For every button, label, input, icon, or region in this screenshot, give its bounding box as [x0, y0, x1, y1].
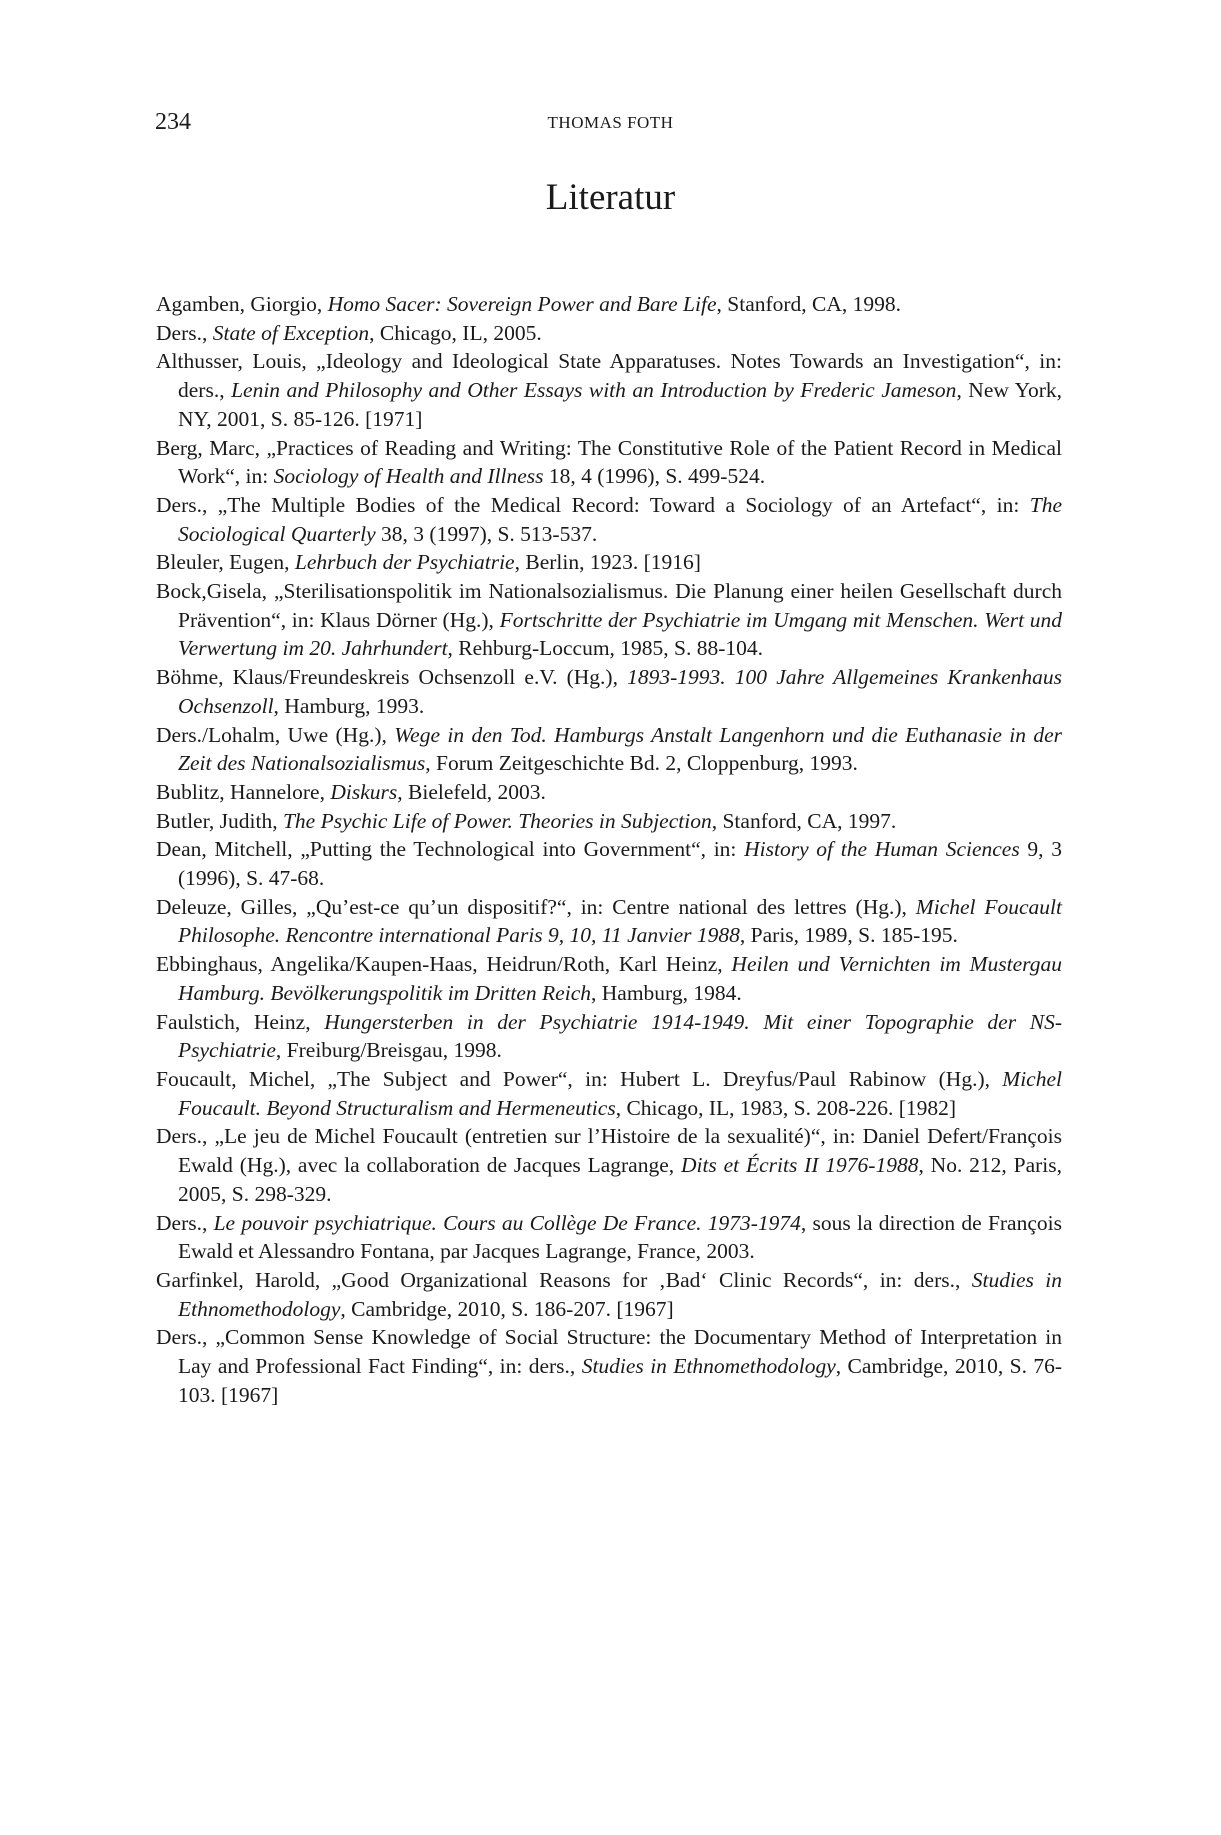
- reference-details: 18, 4 (1996), S. 499-524.: [543, 464, 766, 489]
- reference-text: Foucault, Michel, „The Subject and Power“, in: Hubert L. Dreyfus/Paul Rabinow (Hg.),: [156, 1066, 1003, 1091]
- reference-details: , Stanford, CA, 1998.: [716, 292, 902, 316]
- reference-text: Berg, Marc, „Practices of Reading and Writing: The Constitutive Role of the Patient Record in Medical Work“, in:: [156, 435, 1062, 489]
- reference-list: [156, 290, 1062, 1409]
- reference-details: , Hamburg, 1993.: [273, 693, 425, 718]
- reference-entry: [156, 1065, 1062, 1122]
- reference-details: , Cambridge, 2010, S. 76-103. [1967]: [178, 1354, 1063, 1407]
- reference-text: Ders., „Le jeu de Michel Foucault (entretien sur l’Histoire de la sexualité)“, in: Daniel Defert/François Ewald (Hg.), avec la collaboration de Jacques Lagrange,: [156, 1124, 1062, 1178]
- reference-details: , Hamburg, 1984.: [591, 980, 742, 1005]
- reference-details: , Bielefeld, 2003.: [397, 779, 546, 804]
- section-title: Literatur: [545, 177, 676, 218]
- reference-details: , Paris, 1989, S. 185-195.: [739, 923, 958, 948]
- reference-entry: [156, 893, 1062, 950]
- reference-text: Ebbinghaus, Angelika/Kaupen-Haas, Heidrun/Roth, Karl Heinz,: [156, 952, 732, 977]
- reference-text: Ders./Lohalm, Uwe (Hg.),: [156, 722, 395, 747]
- reference-details: , Berlin, 1923. [1916]: [514, 550, 701, 575]
- reference-text: Ders.,: [156, 320, 213, 345]
- reference-entry: [156, 950, 1062, 1007]
- reference-text: Butler, Judith,: [156, 808, 283, 833]
- reference-text: Bleuler, Eugen,: [156, 550, 295, 575]
- reference-details: , Freiburg/Breisgau, 1998.: [275, 1038, 502, 1063]
- reference-title: Sociology of Health and Illness: [273, 464, 544, 489]
- reference-title: Lehrbuch der Psychiatrie: [294, 550, 515, 575]
- reference-title: Studies in Ethnomethodology: [178, 1267, 1062, 1321]
- reference-entry: [156, 491, 1062, 548]
- reference-details: , Stanford, CA, 1997.: [711, 808, 897, 833]
- reference-entry: [156, 663, 1062, 720]
- reference-entry: [156, 1209, 1062, 1266]
- reference-entry: [156, 1323, 1062, 1409]
- reference-title: History of the Human Sciences: [744, 837, 1020, 862]
- reference-text: Garfinkel, Harold, „Good Organizational Reasons for ‚Bad‘ Clinic Records“, in: ders.,: [156, 1267, 972, 1292]
- reference-entry: [156, 1122, 1062, 1208]
- reference-entry: [156, 347, 1062, 433]
- reference-details: , sous la direction de François Ewald et Alessandro Fontana, par Jacques Lagrange, France, 2003.: [178, 1210, 1062, 1264]
- reference-title: Lenin and Philosophy and Other Essays with an Introduction by Frederic Jameson: [231, 378, 957, 403]
- reference-title: Fortschritte der Psychiatrie im Umgang mit Menschen. Wert und Verwertung im 20. Jahrhundert: [178, 607, 1062, 661]
- reference-entry: [156, 778, 1062, 807]
- reference-title: Dits et Écrits II 1976-1988: [680, 1153, 919, 1178]
- reference-text: Bublitz, Hannelore,: [156, 779, 331, 804]
- reference-title: Homo Sacer: Sovereign Power and Bare Life: [327, 292, 717, 316]
- reference-title: Michel Foucault Philosophe. Rencontre international Paris 9, 10, 11 Janvier 1988: [178, 894, 1062, 948]
- reference-entry: [156, 577, 1062, 663]
- reference-entry: [156, 434, 1062, 491]
- reference-title: Diskurs: [330, 779, 398, 804]
- reference-entry: [156, 807, 1062, 836]
- reference-title: Michel Foucault. Beyond Structuralism and Hermeneutics: [178, 1066, 1062, 1120]
- reference-text: Althusser, Louis, „Ideology and Ideological State Apparatuses. Notes Towards an Investigation“, in: ders.,: [156, 349, 1062, 403]
- reference-text: Faulstich, Heinz,: [156, 1009, 325, 1034]
- reference-entry: [156, 290, 1062, 319]
- running-head: THOMAS FOTH: [547, 113, 674, 132]
- reference-entry: [156, 721, 1062, 778]
- reference-title: State of Exception: [212, 320, 370, 345]
- reference-title: Le pouvoir psychiatrique. Cours au Collège De France. 1973-1974: [213, 1210, 801, 1235]
- reference-text: Agamben, Giorgio,: [156, 292, 328, 316]
- reference-entry: [156, 319, 1062, 348]
- reference-title: Studies in Ethnomethodology: [581, 1354, 836, 1379]
- reference-text: Bock,Gisela, „Sterilisationspolitik im Nationalsozialismus. Die Planung einer heilen Gesellschaft durch Prävention“, in: Klaus Dörner (Hg.),: [156, 579, 1062, 632]
- reference-entry: [156, 1266, 1062, 1323]
- reference-text: Böhme, Klaus/Freundeskreis Ochsenzoll e.V. (Hg.),: [156, 665, 628, 690]
- reference-details: , Forum Zeitgeschichte Bd. 2, Cloppenburg, 1993.: [425, 751, 858, 776]
- reference-text: Deleuze, Gilles, „Qu’est-ce qu’un dispositif?“, in: Centre national des lettres (Hg.),: [156, 894, 916, 919]
- reference-text: Ders., „Common Sense Knowledge of Social Structure: the Documentary Method of Interpretation in Lay and Professional Fact Finding“, in: ders.,: [156, 1325, 1062, 1379]
- reference-details: , New York, NY, 2001, S. 85-126. [1971]: [178, 378, 1062, 431]
- reference-text: Dean, Mitchell, „Putting the Technological into Government“, in:: [156, 837, 745, 862]
- reference-entry: [156, 548, 1062, 577]
- page-number: 234: [155, 109, 191, 135]
- reference-title: The Sociological Quarterly: [178, 492, 1062, 546]
- reference-details: , Cambridge, 2010, S. 186-207. [1967]: [340, 1296, 674, 1321]
- reference-title: Heilen und Vernichten im Mustergau Hamburg. Bevölkerungspolitik im Dritten Reich: [178, 952, 1062, 1005]
- reference-details: , Chicago, IL, 1983, S. 208-226. [1982]: [615, 1095, 957, 1120]
- reference-title: Wege in den Tod. Hamburgs Anstalt Langenhorn und die Euthanasie in der Zeit des Nationalsozialismus: [178, 722, 1062, 776]
- reference-title: The Psychic Life of Power. Theories in Subjection: [282, 808, 712, 833]
- reference-details: , No. 212, Paris, 2005, S. 298-329.: [178, 1153, 1062, 1206]
- reference-details: 38, 3 (1997), S. 513-537.: [375, 521, 598, 546]
- reference-title: 1893-1993. 100 Jahre Allgemeines Krankenhaus Ochsenzoll: [178, 665, 1062, 718]
- reference-details: , Rehburg-Loccum, 1985, S. 88-104.: [447, 636, 764, 661]
- reference-entry: [156, 1008, 1062, 1065]
- reference-text: Ders., „The Multiple Bodies of the Medical Record: Toward a Sociology of an Artefact“, in:: [156, 492, 1030, 517]
- reference-text: Ders.,: [156, 1210, 214, 1235]
- reference-title: Hungersterben in der Psychiatrie 1914-1949. Mit einer Topographie der NS-Psychiatrie: [178, 1009, 1062, 1063]
- reference-details: , Chicago, IL, 2005.: [369, 320, 542, 345]
- reference-entry: [156, 835, 1062, 892]
- reference-details: 9, 3 (1996), S. 47-68.: [178, 837, 1062, 891]
